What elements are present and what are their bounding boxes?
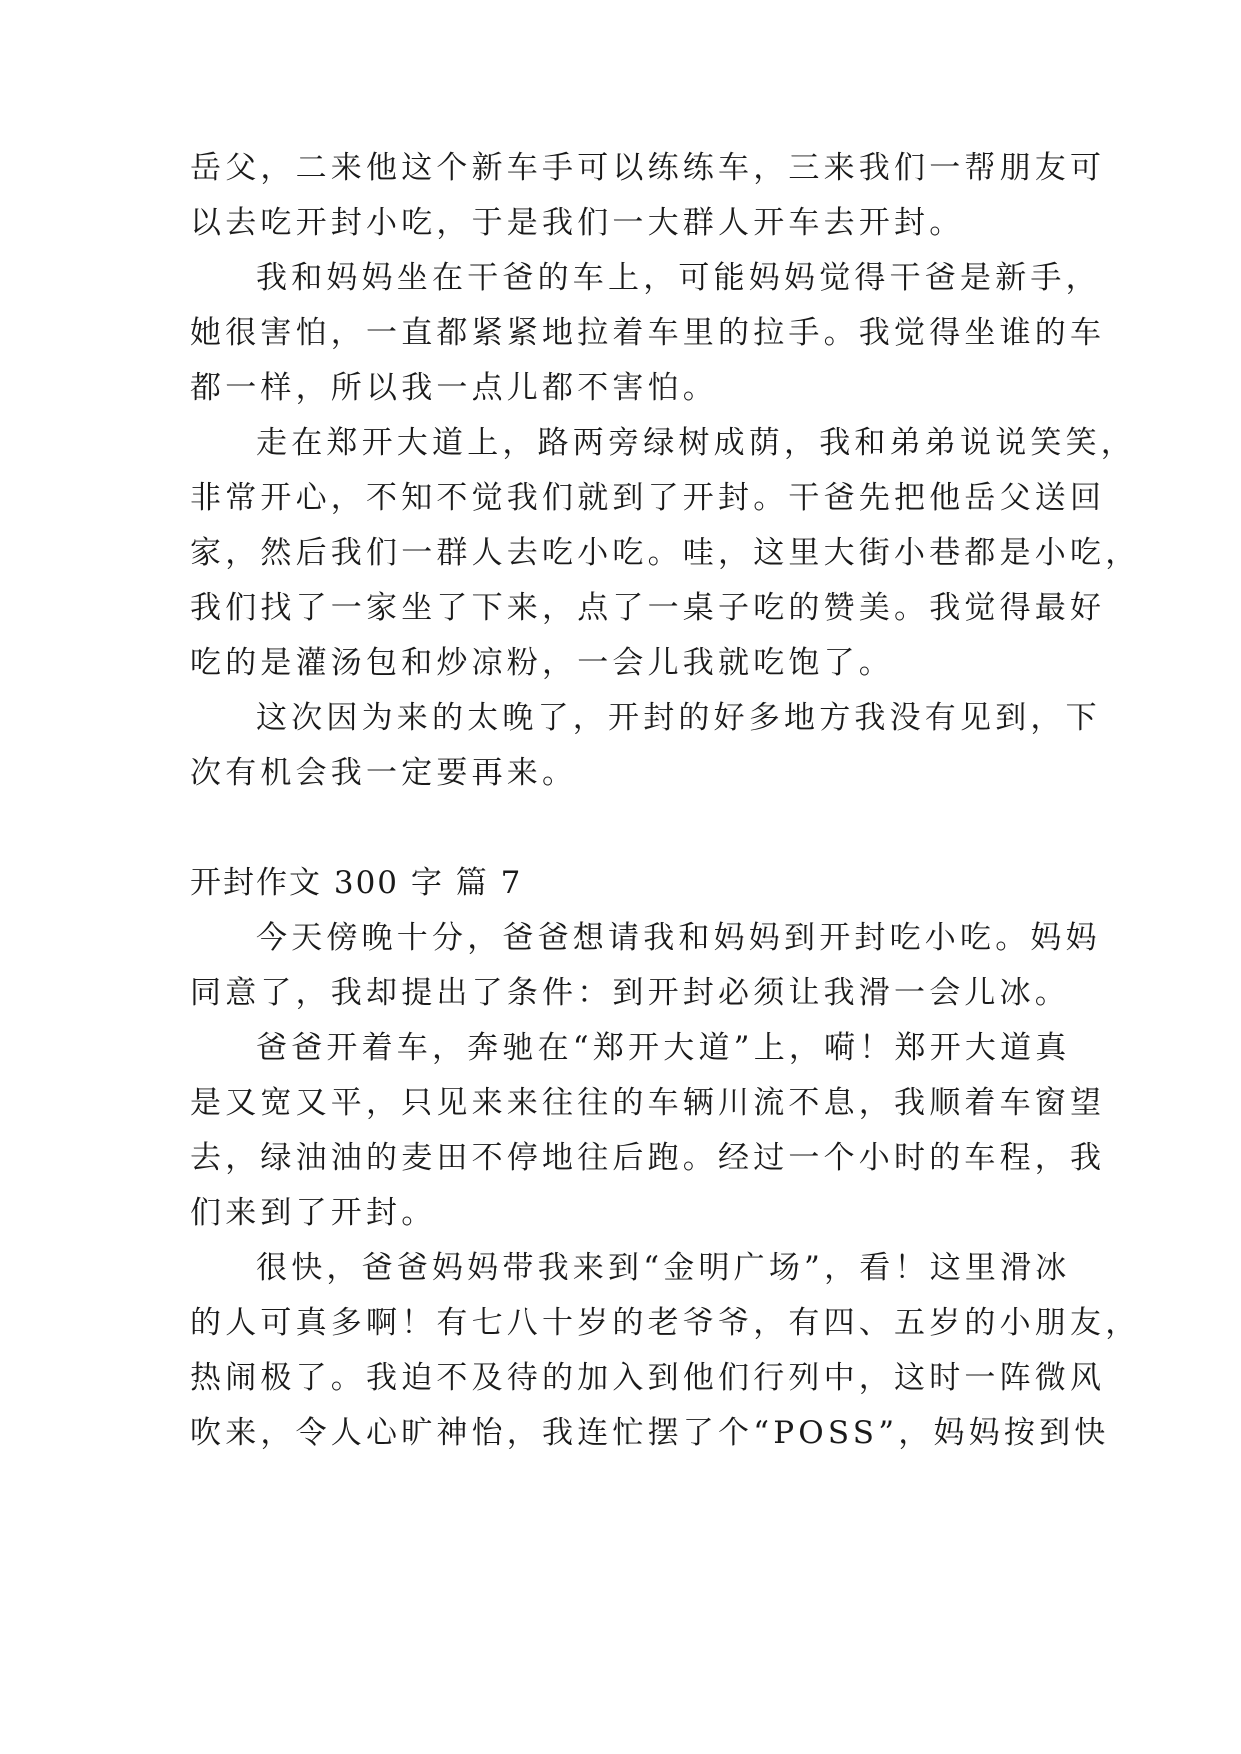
- text-line: 们来到了开封。: [190, 1195, 437, 1231]
- text-line: 今天傍晚十分，爸爸想请我和妈妈到开封吃小吃。妈妈: [256, 920, 1101, 956]
- text-line: 同意了，我却提出了条件：到开封必须让我滑一会儿冰。: [190, 975, 1070, 1011]
- text-line: 很快，爸爸妈妈带我来到“金明广场”，看！这里滑冰: [256, 1250, 1071, 1286]
- text-line: 非常开心，不知不觉我们就到了开封。干爸先把他岳父送回: [190, 480, 1106, 516]
- text-line: 次有机会我一定要再来。: [190, 755, 578, 791]
- text-line: 这次因为来的太晚了，开封的好多地方我没有见到，下: [256, 700, 1101, 736]
- text-line: 走在郑开大道上，路两旁绿树成荫，我和弟弟说说笑笑，: [256, 425, 1136, 461]
- text-line: 的人可真多啊！有七八十岁的老爷爷，有四、五岁的小朋友，: [190, 1305, 1141, 1341]
- text-line: 去，绿油油的麦田不停地往后跑。经过一个小时的车程，我: [190, 1140, 1106, 1176]
- text-line: 以去吃开封小吃，于是我们一大群人开车去开封。: [190, 205, 965, 241]
- text-line: 都一样，所以我一点儿都不害怕。: [190, 370, 718, 406]
- text-line: 我和妈妈坐在干爸的车上，可能妈妈觉得干爸是新手，: [256, 260, 1101, 296]
- text-line: 爸爸开着车，奔驰在“郑开大道”上，嗬！郑开大道真: [256, 1030, 1071, 1066]
- text-line: 吹来，令人心旷神怡，我连忙摆了个“POSS”，妈妈按到快: [190, 1415, 1110, 1451]
- text-line: 是又宽又平，只见来来往往的车辆川流不息，我顺着车窗望: [190, 1085, 1106, 1121]
- section-heading: 开封作文 300 字 篇 7: [190, 865, 523, 901]
- text-line: 吃的是灌汤包和炒凉粉，一会儿我就吃饱了。: [190, 645, 894, 681]
- text-line: 热闹极了。我迫不及待的加入到他们行列中，这时一阵微风: [190, 1360, 1106, 1396]
- text-line: 岳父，二来他这个新车手可以练练车，三来我们一帮朋友可: [190, 150, 1106, 186]
- text-line: 她很害怕，一直都紧紧地拉着车里的拉手。我觉得坐谁的车: [190, 315, 1106, 351]
- text-line: 家，然后我们一群人去吃小吃。哇，这里大街小巷都是小吃，: [190, 535, 1141, 571]
- text-line: 我们找了一家坐了下来，点了一桌子吃的赞美。我觉得最好: [190, 590, 1106, 626]
